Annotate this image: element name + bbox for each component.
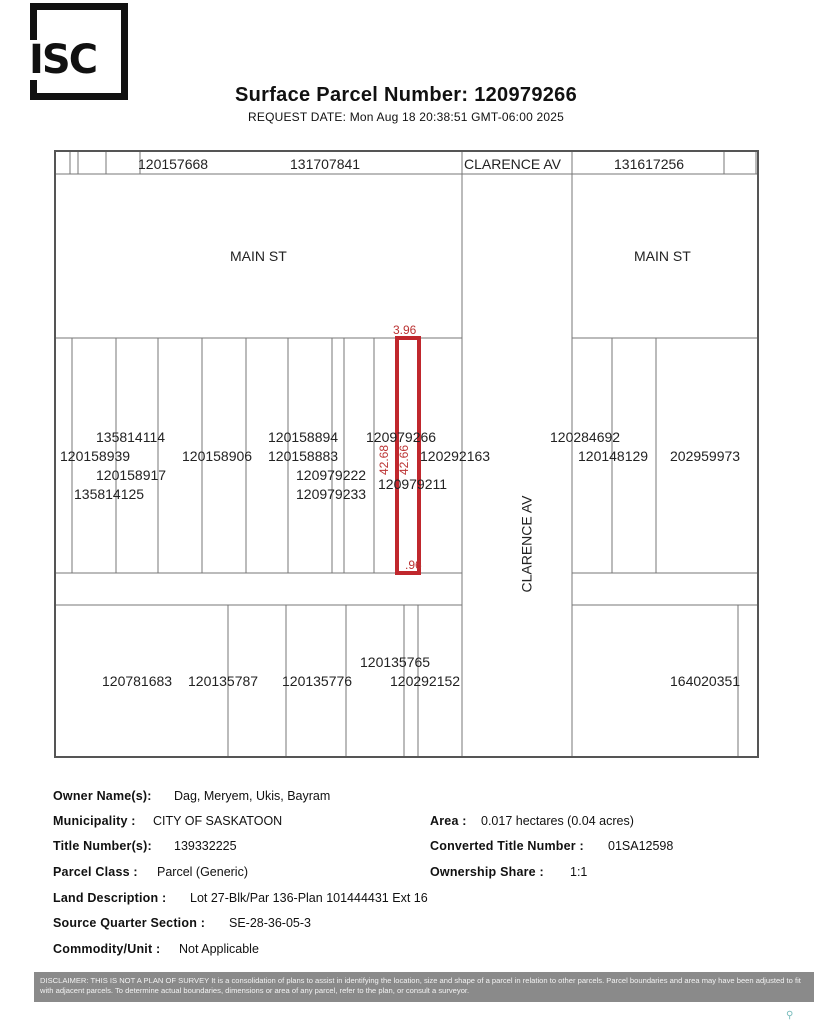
parcel-label: 120979233 (296, 486, 367, 502)
dimension-label: 42.66 (397, 444, 412, 476)
parcel-label: 135814114 (96, 429, 166, 445)
area-value: 0.017 hectares (0.04 acres) (481, 814, 634, 828)
quarter-section-value: SE-28-36-05-3 (229, 916, 311, 930)
parcel-label: 120135776 (282, 673, 353, 689)
request-date: REQUEST DATE: Mon Aug 18 20:38:51 GMT-06:00 2025 (248, 110, 564, 124)
land-description-label: Land Description : (53, 891, 167, 905)
parcel-map (54, 150, 759, 758)
parcel-class-value: Parcel (Generic) (157, 865, 248, 879)
land-description-value: Lot 27-Blk/Par 136-Plan 101444431 Ext 16 (190, 891, 428, 905)
parcel-label: 120148129 (578, 448, 649, 464)
parcel-label: 135814125 (74, 486, 145, 502)
parcel-label: 120292163 (420, 448, 491, 464)
title-number-value: 139332225 (174, 839, 237, 853)
parcel-label: 131617256 (614, 156, 685, 172)
parcel-label: 120284692 (550, 429, 621, 445)
owner-label: Owner Name(s): (53, 789, 152, 803)
dimension-label: 42.68 (377, 444, 392, 476)
parcel-label: 120157668 (138, 156, 209, 172)
municipality-label: Municipality : (53, 814, 136, 828)
street-label: MAIN ST (634, 248, 691, 264)
parcel-label: 120135765 (360, 654, 431, 670)
page-title: Surface Parcel Number: 120979266 (234, 84, 578, 106)
parcel-label: 120158883 (268, 448, 339, 464)
parcel-label: 120158906 (182, 448, 253, 464)
parcel-label: 120781683 (102, 673, 173, 689)
quarter-section-label: Source Quarter Section : (53, 916, 206, 930)
logo-text: ISC (29, 37, 97, 83)
dimension-label: .96 (405, 558, 422, 572)
parcel-label: 120979211 (378, 476, 448, 492)
ownership-share-value: 1:1 (570, 865, 588, 879)
dimension-label: 3.96 (393, 323, 417, 337)
owner-value: Dag, Meryem, Ukis, Bayram (174, 789, 331, 803)
parcel-label: 131707841 (290, 156, 361, 172)
disclaimer-banner: DISCLAIMER: THIS IS NOT A PLAN OF SURVEY It is a consolidation of plans to assist in identifying the location, size and shape of a parcel in relation to other parcels. Parcel boundaries and area may have been adjusted to fit with adjacent parcels. To determine actual boundaries, dimensions or area of any parcel, refer to the plan, or consult a surveyor. (34, 972, 814, 1002)
parcel-label: 202959973 (670, 448, 741, 464)
ownership-share-label: Ownership Share : (430, 865, 544, 879)
converted-title-label: Converted Title Number : (430, 839, 584, 853)
parcel-label: 120158894 (268, 429, 339, 445)
street-label: CLARENCE AV (518, 495, 535, 593)
parcel-class-label: Parcel Class : (53, 865, 138, 879)
parcel-label: 120158939 (60, 448, 131, 464)
subject-parcel-label: 120979266 (366, 429, 437, 445)
municipality-value: CITY OF SASKATOON (153, 814, 283, 828)
commodity-label: Commodity/Unit : (53, 942, 161, 956)
street-label: CLARENCE AV (464, 156, 561, 172)
parcel-label: 120979222 (296, 467, 367, 483)
converted-title-value: 01SA12598 (608, 839, 674, 853)
parcel-label: 120158917 (96, 467, 167, 483)
title-number-label: Title Number(s): (53, 839, 152, 853)
parcel-label: 164020351 (670, 673, 741, 689)
parcel-label: 120135787 (188, 673, 259, 689)
commodity-value: Not Applicable (179, 942, 259, 956)
street-label: MAIN ST (230, 248, 287, 264)
parcel-label: 120292152 (390, 673, 461, 689)
area-label: Area : (430, 814, 467, 828)
pin-icon: ⚲ (786, 1010, 794, 1021)
